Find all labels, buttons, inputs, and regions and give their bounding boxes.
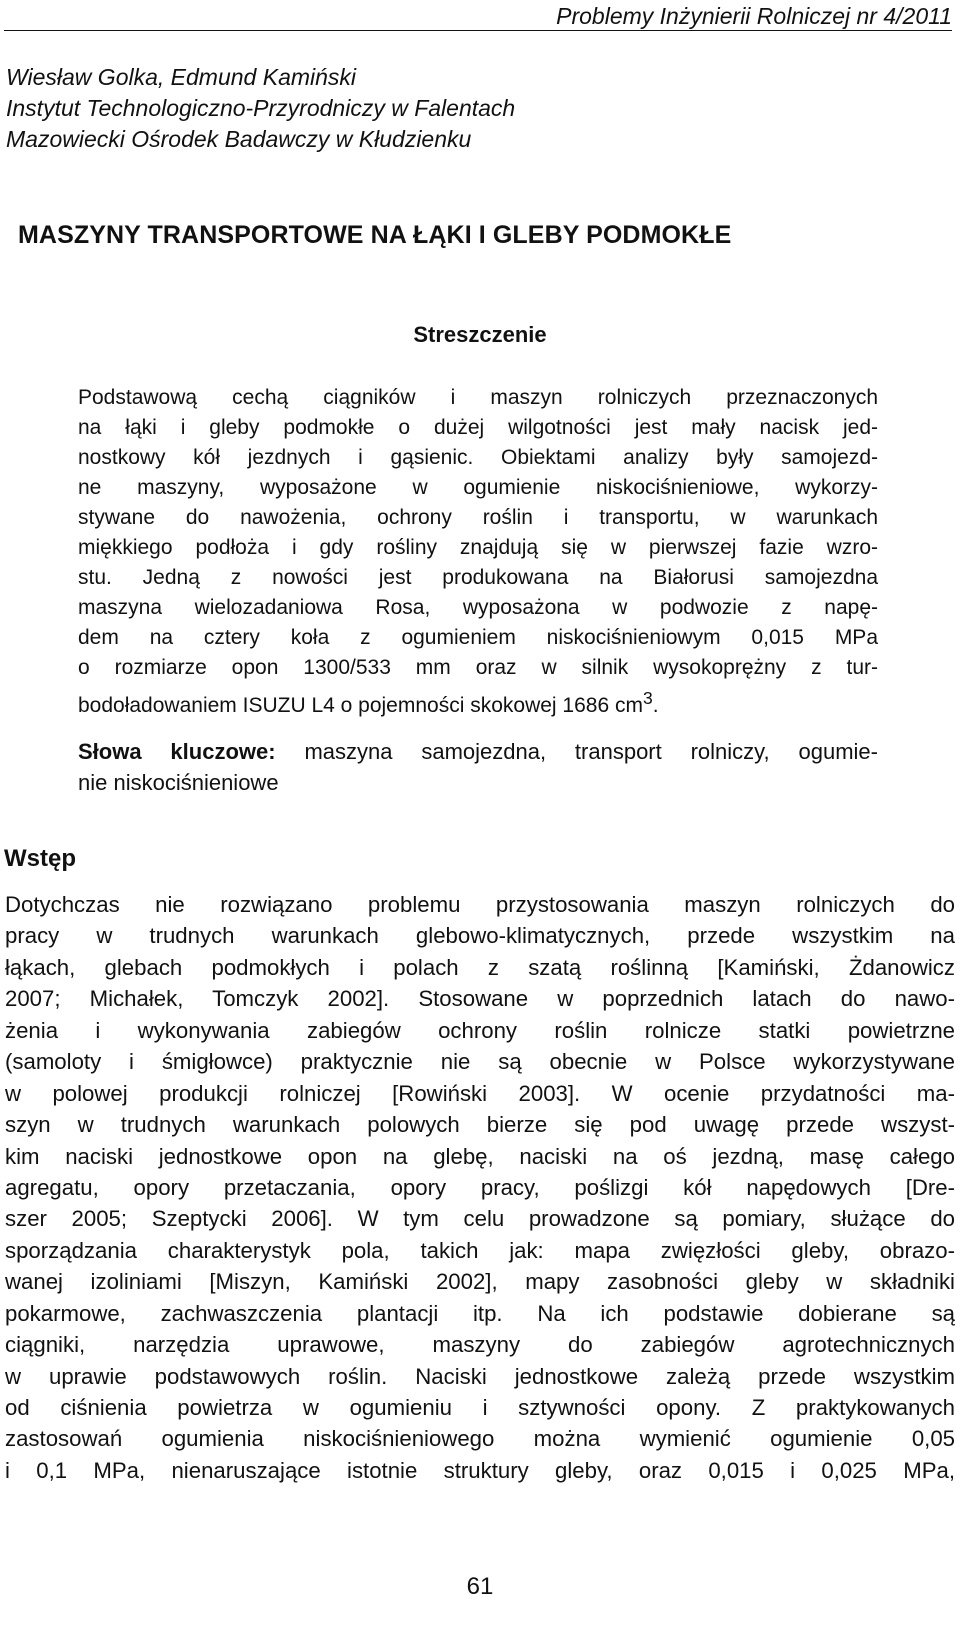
abstract-line: miękkiego podłoża i gdy rośliny znajdują się w pierwszej fazie wzro-: [78, 536, 878, 559]
keywords-label: Słowa kluczowe:: [78, 739, 276, 764]
body-line: w uprawie podstawowych roślin. Naciski jednostkowe zależą przede wszystkim: [5, 1363, 955, 1389]
abstract-line: dem na cztery koła z ogumieniem niskociśnieniowym 0,015 MPa: [78, 626, 878, 649]
author-block: [6, 62, 515, 155]
body-line: szyn w trudnych warunkach polowych bierze się pod uwagę przede wszyst-: [5, 1112, 955, 1138]
abstract-heading: Streszczenie: [413, 322, 547, 347]
header-rule: [4, 30, 952, 31]
abstract-line: maszyna wielozadaniowa Rosa, wyposażona w podwozie z napę-: [78, 596, 878, 619]
keywords-block: [78, 736, 878, 798]
abstract-line: ne maszyny, wyposażone w ogumienie niskociśnieniowe, wykorzy-: [78, 476, 878, 499]
body-line: agregatu, opory przetaczania, opory pracy, poślizgi kół napędowych [Dre-: [5, 1174, 955, 1200]
journal-header: Problemy Inżynierii Rolniczej nr 4/2011: [556, 3, 952, 29]
abstract-text: [78, 383, 878, 717]
body-line: zastosowań ogumienia niskociśnieniowego można wymienić ogumienie 0,05: [5, 1426, 955, 1452]
abstract-last-line-text: bodoładowaniem ISUZU L4 o pojemności skokowej 1686 cm: [78, 694, 643, 717]
body-line: 2007; Michałek, Tomczyk 2002]. Stosowane w poprzednich latach do nawo-: [5, 986, 955, 1012]
abstract-last-line: [78, 683, 878, 717]
body-line: i 0,1 MPa, nienaruszające istotnie struktury gleby, oraz 0,015 i 0,025 MPa,: [5, 1457, 955, 1483]
body-line: żenia i wykonywania zabiegów ochrony roślin rolnicze statki powietrzne: [5, 1017, 955, 1043]
body-line: łąkach, glebach podmokłych i polach z szatą roślinną [Kamiński, Żdanowicz: [5, 954, 955, 980]
section-heading-intro: Wstęp: [4, 845, 76, 872]
author-center: Mazowiecki Ośrodek Badawczy w Kłudzienku: [6, 126, 472, 152]
body-line: kim naciski jednostkowe opon na glebę, naciski na oś jezdną, masę całego: [5, 1143, 955, 1169]
author-names: Wiesław Golka, Edmund Kamiński: [6, 64, 357, 90]
abstract-line: na łąki i gleby podmokłe o dużej wilgotności jest mały nacisk jed-: [78, 416, 878, 439]
body-line: (samoloty i śmigłowce) praktycznie nie są obecnie w Polsce wykorzystywane: [5, 1049, 955, 1075]
author-institute: Instytut Technologiczno-Przyrodniczy w Falentach: [6, 95, 516, 121]
body-line: od ciśnienia powietrza w ogumieniu i sztywności opony. Z praktykowanych: [5, 1395, 955, 1420]
keywords-line: [78, 736, 878, 767]
cubic-superscript: 3: [642, 688, 653, 708]
body-line: wanej izoliniami [Miszyn, Kamiński 2002], mapy zasobności gleby w składniki: [5, 1269, 955, 1295]
body-line: szer 2005; Szeptycki 2006]. W tym celu prowadzone są pomiary, służące do: [5, 1206, 955, 1232]
body-line: ciągniki, narzędzia uprawowe, maszyny do zabiegów agrotechnicznych: [5, 1332, 955, 1358]
intro-paragraph: [5, 889, 955, 1486]
paper-title: MASZYNY TRANSPORTOWE NA ŁĄKI I GLEBY PODMOKŁE: [18, 221, 732, 249]
page-number: 61: [466, 1573, 494, 1600]
body-line: pokarmowe, zachwaszczenia plantacji itp. Na ich podstawie dobierane są: [5, 1300, 955, 1326]
body-line: sporządzania charakterystyk pola, takich jak: mapa zwięzłości gleby, obrazo-: [5, 1237, 955, 1263]
abstract-line: nostkowy kół jezdnych i gąsienic. Obiektami analizy były samojezd-: [78, 446, 878, 469]
keywords-text: maszyna samojezdna, transport rolniczy, ogumie-: [275, 739, 878, 764]
abstract-line: stu. Jedną z nowości jest produkowana na Białorusi samojezdna: [78, 566, 878, 589]
abstract-line: stywane do nawożenia, ochrony roślin i transportu, w warunkach: [78, 506, 878, 529]
body-line: w polowej produkcji rolniczej [Rowiński 2003]. W ocenie przydatności ma-: [5, 1080, 955, 1106]
body-line: pracy w trudnych warunkach glebowo-klimatycznych, przede wszystkim na: [5, 923, 955, 949]
body-line: Dotychczas nie rozwiązano problemu przystosowania maszyn rolniczych do: [5, 892, 955, 917]
abstract-last-line-end: .: [652, 694, 659, 717]
abstract-line: o rozmiarze opon 1300/533 mm oraz w silnik wysokoprężny z tur-: [78, 656, 878, 679]
keywords-line: nie niskociśnieniowe: [78, 770, 279, 795]
abstract-line: Podstawową cechą ciągników i maszyn rolniczych przeznaczonych: [78, 386, 878, 409]
